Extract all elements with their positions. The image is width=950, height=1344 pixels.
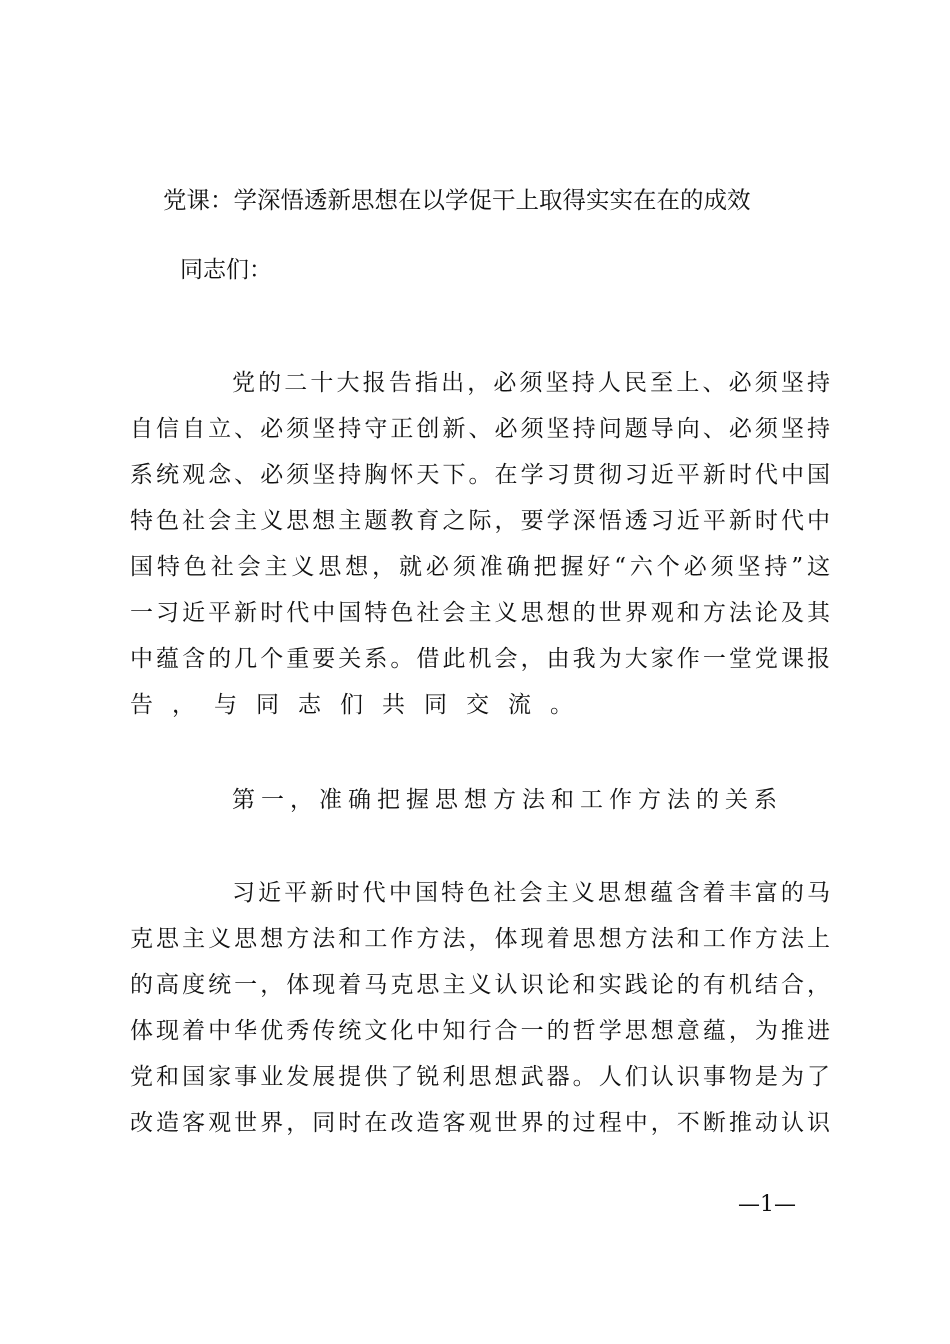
text-line: 一习近平新时代中国特色社会主义思想的世界观和方法论及其 bbox=[130, 600, 830, 626]
text-line: 党和国家事业发展提供了锐利思想武器。人们认识事物是为了 bbox=[130, 1064, 830, 1090]
text-line: 国特色社会主义思想，就必须准确把握好“六个必须坚持”这 bbox=[130, 554, 830, 580]
salutation: 同志们： bbox=[180, 257, 272, 283]
section-heading: 第一，准确把握思想方法和工作方法的关系 bbox=[232, 787, 783, 813]
text-line: 克思主义思想方法和工作方法，体现着思想方法和工作方法上 bbox=[130, 926, 830, 952]
text-line: 习近平新时代中国特色社会主义思想蕴含着丰富的马 bbox=[232, 880, 830, 906]
text-line: 自信自立、必须坚持守正创新、必须坚持问题导向、必须坚持 bbox=[130, 416, 830, 442]
page-number: —1— bbox=[738, 1192, 796, 1217]
text-line: 的高度统一，体现着马克思主义认识论和实践论的有机结合， bbox=[130, 972, 830, 998]
text-line: 系统观念、必须坚持胸怀天下。在学习贯彻习近平新时代中国 bbox=[130, 462, 830, 488]
text-line: 改造客观世界，同时在改造客观世界的过程中，不断推动认识 bbox=[130, 1110, 830, 1136]
text-line: 中蕴含的几个重要关系。借此机会，由我为大家作一堂党课报 bbox=[130, 646, 830, 672]
text-line: 党的二十大报告指出，必须坚持人民至上、必须坚持 bbox=[232, 370, 830, 396]
text-line: 体现着中华优秀传统文化中知行合一的哲学思想意蕴，为推进 bbox=[130, 1018, 830, 1044]
document-title: 党课：学深悟透新思想在以学促干上取得实实在在的成效 bbox=[163, 186, 751, 214]
text-line: 告，与同志们共同交流。 bbox=[130, 692, 592, 718]
text-line: 特色社会主义思想主题教育之际，要学深悟透习近平新时代中 bbox=[130, 508, 830, 534]
